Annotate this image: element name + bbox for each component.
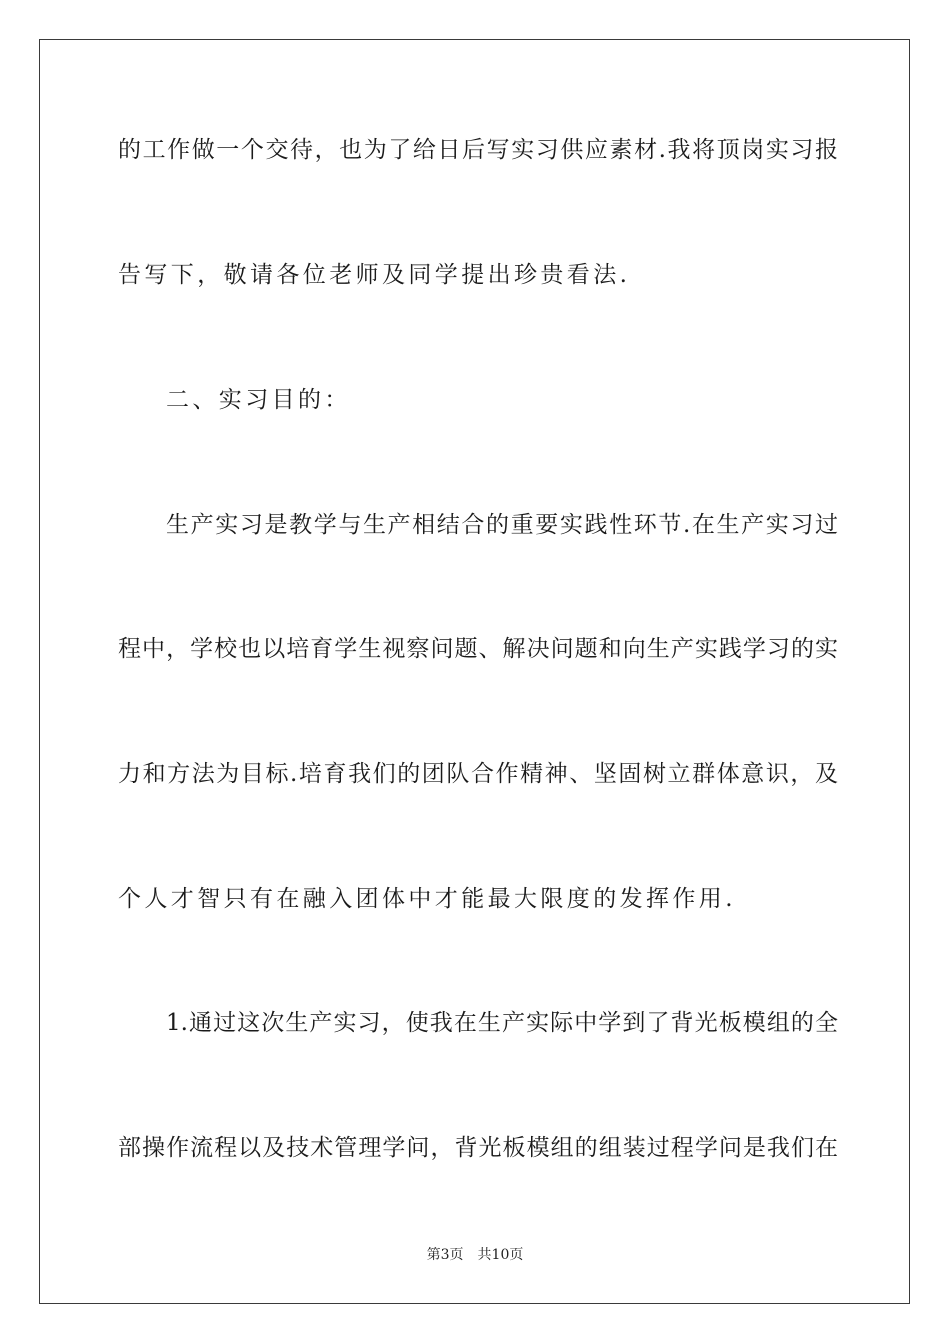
body-text-line: 个人才智只有在融入团体中才能最大限度的发挥作用. (118, 886, 736, 912)
body-text-line: 程中，学校也以培育学生视察问题、解决问题和向生产实践学习的实 (118, 636, 838, 662)
body-text-line: 1.通过这次生产实习，使我在生产实际中学到了背光板模组的全 (166, 1010, 838, 1036)
total-pages: 共10页 (477, 1247, 524, 1263)
body-text-line: 部操作流程以及技术管理学问，背光板模组的组装过程学问是我们在 (118, 1135, 838, 1161)
page-number: 第3页 (426, 1247, 464, 1263)
body-text-line: 生产实习是教学与生产相结合的重要实践性环节.在生产实习过 (166, 512, 838, 538)
section-heading: 二、实习目的： (166, 387, 351, 413)
page-border (39, 39, 910, 1304)
body-text-line: 的工作做一个交待，也为了给日后写实习供应素材.我将顶岗实习报 (118, 137, 838, 163)
page-footer (0, 1246, 950, 1264)
body-text-line: 力和方法为目标.培育我们的团队合作精神、坚固树立群体意识，及 (118, 761, 838, 787)
body-text-line: 告写下，敬请各位老师及同学提出珍贵看法. (118, 262, 631, 288)
